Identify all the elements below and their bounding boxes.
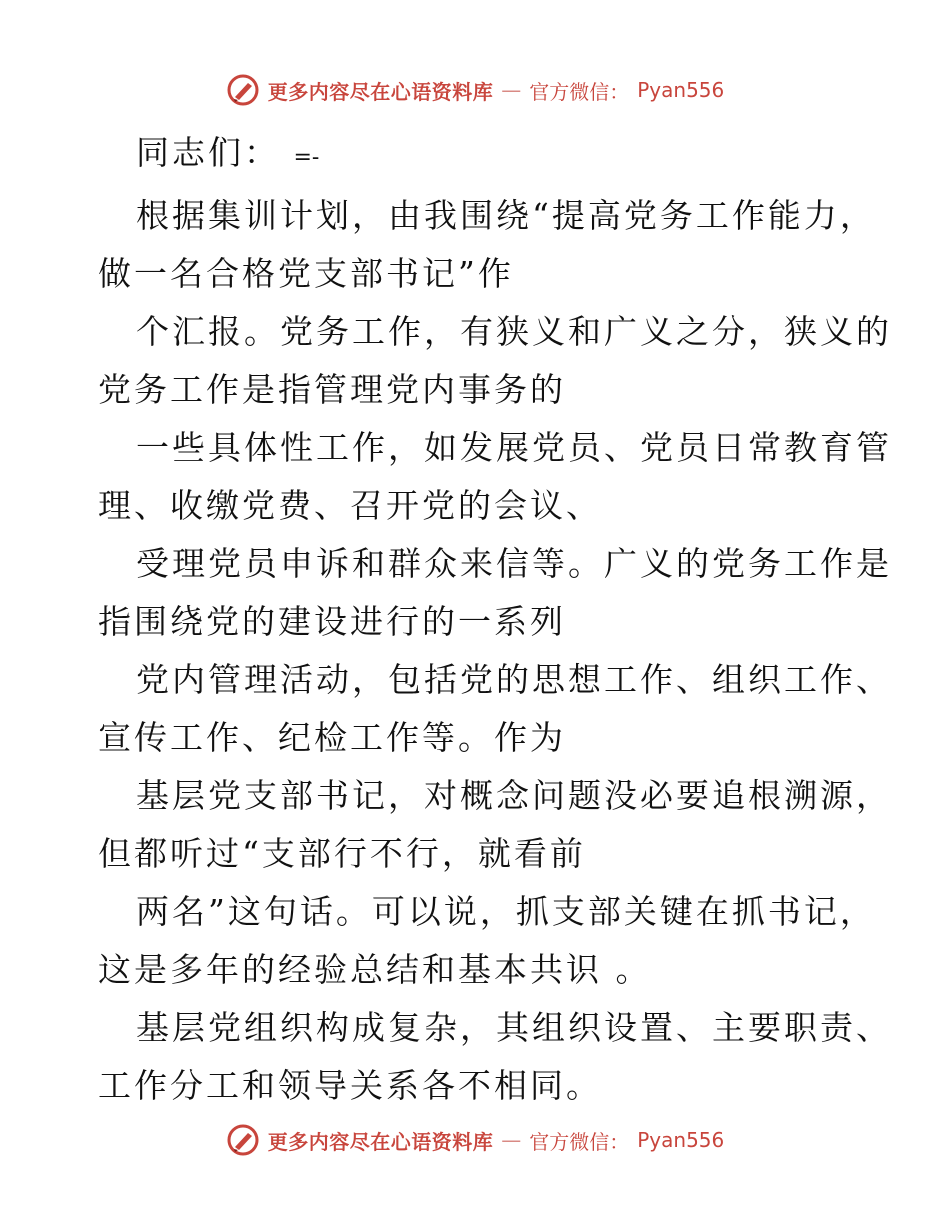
paragraph-line: 但都听过“支部行不行，就看前 [98, 834, 586, 873]
greeting [98, 124, 858, 187]
paragraph-line: 个汇报。党务工作，有狭义和广义之分，狭义的 [136, 312, 892, 351]
paragraph-line: 根据集训计划，由我围绕“提高党务工作能力， [136, 196, 876, 235]
greeting-mark: =- [293, 145, 320, 170]
paragraph-line: 宣传工作、纪检工作等。作为 [98, 718, 566, 757]
paragraph-line: 受理党员申诉和群众来信等。广义的党务工作是 [136, 544, 892, 583]
paragraph-line: 做一名合格党支部书记”作 [98, 254, 514, 293]
paragraph-line: 党内管理活动，包括党的思想工作、组织工作、 [136, 660, 892, 699]
paragraph [98, 999, 892, 1115]
watermark-wechat-id: Pyan556 [637, 1128, 725, 1152]
paragraph-line: 党务工作是指管理党内事务的 [98, 370, 566, 409]
paragraph-line: 两名”这句话。可以说，抓支部关键在抓书记， [136, 892, 876, 931]
document-body [98, 124, 892, 1115]
paragraph-line: 一些具体性工作，如发展党员、党员日常教育管 [136, 428, 892, 467]
paragraph [98, 187, 876, 303]
header-watermark [0, 70, 950, 110]
greeting-text: 同志们： [136, 133, 280, 172]
paragraph [98, 883, 876, 999]
paragraph-line: 基层党支部书记，对概念问题没必要追根溯源， [136, 776, 892, 815]
paragraph-line: 这是多年的经验总结和基本共识 。 [98, 950, 652, 989]
paragraph [98, 535, 892, 651]
paragraph [98, 767, 892, 883]
watermark-wechat-id: Pyan556 [637, 78, 725, 102]
brand-logo-icon [226, 73, 260, 107]
watermark-separator: — [501, 1128, 522, 1152]
footer-watermark [0, 1120, 950, 1160]
brand-logo-icon [226, 1123, 260, 1157]
paragraph [98, 303, 892, 419]
watermark-wechat-label: 官方微信： [529, 79, 630, 104]
paragraph-line: 指围绕党的建设进行的一系列 [98, 602, 566, 641]
watermark-text: 更多内容尽在心语资料库 [267, 79, 494, 104]
watermark-separator: — [501, 78, 522, 102]
paragraph-line: 基层党组织构成复杂，其组织设置、主要职责、 [136, 1008, 892, 1047]
paragraph [98, 651, 892, 767]
paragraph [98, 419, 892, 535]
paragraph-line: 工作分工和领导关系各不相同。 [98, 1066, 602, 1105]
watermark-wechat-label: 官方微信： [529, 1129, 630, 1154]
paragraph-line: 理、收缴党费、召开党的会议、 [98, 486, 602, 525]
watermark-text: 更多内容尽在心语资料库 [267, 1129, 494, 1154]
